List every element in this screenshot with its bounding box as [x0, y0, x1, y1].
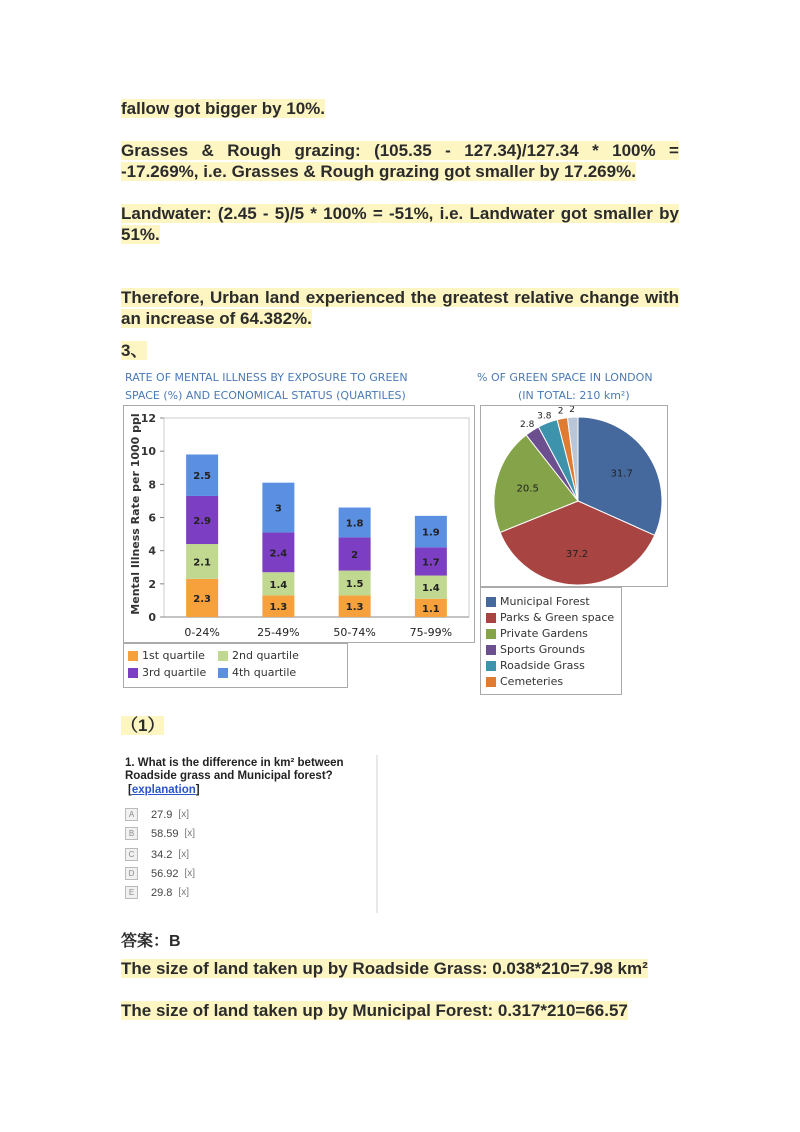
legend-label-q4: 4th quartile [232, 666, 297, 679]
x-tick-label: 75-99% [409, 626, 453, 639]
pie-legend-label: Sports Grounds [500, 643, 585, 656]
x-tick-label: 25-49% [257, 626, 300, 639]
pie-swatch-private-gardens [486, 629, 496, 639]
subsection-number [121, 715, 679, 736]
pie-legend-label: Private Gardens [500, 627, 588, 640]
paragraph-municipal-text: The size of land taken up by Municipal Forest: 0.317*210=66.57 [121, 1001, 628, 1020]
bar-value-label: 2.3 [193, 593, 211, 605]
legend-swatch-q3 [128, 668, 138, 678]
pie-chart-title-line1: % OF GREEN SPACE IN LONDON [477, 371, 653, 384]
quiz-option-e[interactable] [125, 886, 189, 899]
y-tick-label: 6 [148, 511, 156, 525]
y-tick-label: 12 [140, 412, 156, 425]
answer-line: 答案：B [121, 933, 181, 950]
section-number [121, 340, 679, 361]
pie-chart-title-line2: (IN TOTAL: 210 km²) [518, 389, 630, 402]
pie-value-label: 2 [569, 406, 576, 416]
pie-value-label: 3.8 [537, 411, 552, 422]
pie-legend-cemeteries [486, 675, 563, 688]
y-tick-label: 10 [140, 445, 156, 459]
option-value-d: 56.92 [151, 867, 179, 880]
pie-swatch-municipal-forest [486, 597, 496, 607]
y-tick-label: 0 [148, 611, 156, 624]
paragraph-grasses [121, 140, 679, 182]
pie-legend-label: Roadside Grass [500, 659, 585, 672]
pie-legend-label: Municipal Forest [500, 595, 590, 608]
pie-value-label: 20.5 [516, 483, 539, 495]
bar-value-label: 1.3 [345, 602, 364, 614]
x-tick-label: 0-24% [184, 626, 220, 639]
option-letter-a: A [125, 808, 138, 821]
explanation-link[interactable]: explanation [131, 784, 196, 796]
option-value-b: 58.59 [151, 827, 179, 840]
pie-swatch-roadside-grass [486, 661, 496, 671]
bar-value-label: 3 [274, 503, 282, 515]
quiz-panel [121, 755, 378, 913]
quiz-option-b[interactable] [125, 827, 195, 840]
pie-value-label: 2.8 [520, 420, 535, 431]
pie-legend-parks [486, 611, 614, 624]
bar-value-label: 2.4 [269, 548, 288, 560]
pie-swatch-sports-grounds [486, 645, 496, 655]
option-mark-e[interactable]: [x] [178, 887, 189, 898]
bar-value-label: 1.3 [269, 602, 288, 614]
legend-label-q2: 2nd quartile [232, 649, 299, 662]
section-number-text: 3、 [121, 341, 148, 360]
bar-value-label: 1.1 [422, 603, 440, 615]
quiz-option-c[interactable] [125, 848, 189, 861]
pie-swatch-parks [486, 613, 496, 623]
quiz-option-a[interactable] [125, 808, 189, 821]
option-mark-a[interactable]: [x] [178, 809, 189, 820]
option-letter-d: D [125, 867, 138, 880]
pie-value-label: 31.7 [610, 468, 633, 480]
legend-label-q1: 1st quartile [142, 649, 205, 662]
paragraph-fallow [121, 98, 679, 119]
bar-value-label: 2.5 [193, 471, 211, 483]
option-mark-d[interactable]: [x] [184, 868, 196, 879]
pie-legend-label: Cemeteries [500, 675, 564, 688]
pie-value-label: 2 [557, 406, 564, 417]
pie-chart-legend [480, 587, 622, 695]
y-tick-label: 2 [148, 577, 156, 591]
quiz-explanation: [explanation] [128, 784, 200, 796]
option-letter-b: B [125, 827, 138, 840]
paragraph-landwater [121, 203, 679, 245]
option-mark-b[interactable]: [x] [184, 828, 196, 839]
pie-value-label: 37.2 [565, 549, 589, 561]
paragraph-roadside-text: The size of land taken up by Roadside Grass: 0.038*210=7.98 km² [121, 959, 648, 978]
bar-value-label: 2.9 [193, 515, 211, 527]
pie-legend-municipal-forest [486, 595, 590, 608]
bar-chart [124, 406, 474, 642]
y-tick-label: 4 [148, 544, 156, 558]
bar-chart-frame [123, 405, 475, 643]
paragraph-conclusion [121, 287, 679, 329]
bar-value-label: 1.9 [422, 527, 440, 539]
option-letter-c: C [125, 848, 138, 861]
legend-item-q1 [128, 649, 205, 662]
option-value-a: 27.9 [151, 808, 173, 821]
bar-value-label: 2 [351, 549, 359, 561]
bar-chart-title-line1: RATE OF MENTAL ILLNESS BY EXPOSURE TO GREEN [125, 371, 408, 384]
legend-swatch-q2 [218, 651, 228, 661]
bar-value-label: 1.8 [345, 518, 364, 530]
bar-value-label: 1.7 [422, 557, 440, 569]
pie-legend-sports-grounds [486, 643, 585, 656]
quiz-option-d[interactable] [125, 867, 195, 880]
paragraph-roadside [121, 958, 679, 979]
legend-item-q3 [128, 666, 206, 679]
bar-chart-title-line2: SPACE (%) AND ECONOMICAL STATUS (QUARTILES) [125, 389, 406, 402]
pie-legend-private-gardens [486, 627, 588, 640]
y-tick-label: 8 [148, 478, 156, 492]
quiz-question: 1. What is the difference in km² between Roadside grass and Municipal forest? [125, 757, 344, 782]
option-value-c: 34.2 [151, 848, 173, 861]
pie-swatch-cemeteries [486, 677, 496, 687]
paragraph-conclusion-text: Therefore, Urban land experienced the greatest relative change with an increase of 64.382%. [121, 288, 679, 328]
legend-item-q4 [218, 666, 296, 679]
paragraph-grasses-text: Grasses & Rough grazing: (105.35 - 127.34)/127.34 * 100% = -17.269%, i.e. Grasses & Rough grazing got smaller by 17.269%. [121, 141, 679, 181]
legend-item-q2 [218, 649, 299, 662]
bar-value-label: 1.4 [269, 579, 288, 591]
subsection-number-text: （1） [121, 716, 165, 735]
legend-swatch-q4 [218, 668, 228, 678]
bar-value-label: 1.4 [422, 583, 440, 595]
paragraph-fallow-text: fallow got bigger by 10%. [121, 99, 326, 118]
legend-label-q3: 3rd quartile [142, 666, 207, 679]
pie-legend-roadside-grass [486, 659, 585, 672]
x-tick-label: 50-74% [333, 626, 376, 639]
bar-chart-legend [123, 643, 348, 688]
bar-chart-y-axis-label: Mental Illness Rate per 1000 ppl [129, 413, 142, 615]
pie-chart-frame [480, 405, 668, 587]
paragraph-municipal [121, 1000, 679, 1021]
option-mark-c[interactable]: [x] [178, 849, 189, 860]
pie-chart [481, 406, 667, 586]
option-value-e: 29.8 [151, 886, 173, 899]
pie-legend-label: Parks & Green space [500, 611, 615, 624]
bar-value-label: 2.1 [193, 557, 211, 569]
bar-value-label: 1.5 [345, 579, 364, 591]
option-letter-e: E [125, 886, 138, 899]
legend-swatch-q1 [128, 651, 138, 661]
paragraph-landwater-text: Landwater: (2.45 - 5)/5 * 100% = -51%, i.e. Landwater got smaller by 51%. [121, 204, 679, 244]
